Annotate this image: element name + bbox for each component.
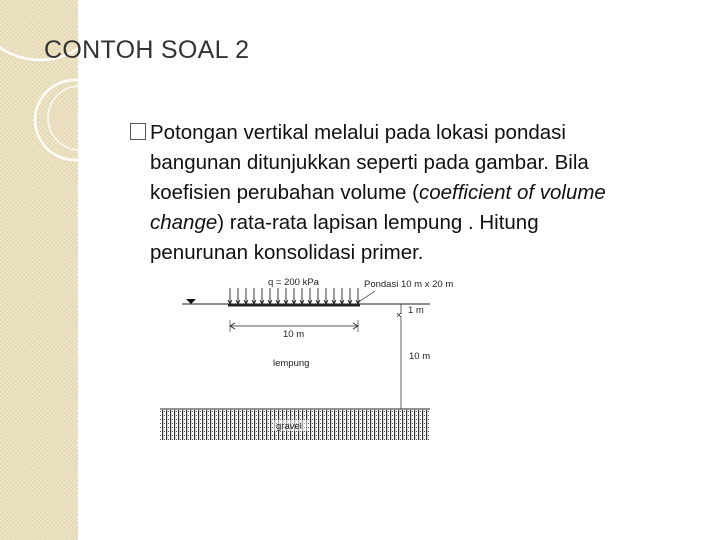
paragraph-line-3-italic: coefficient of volume xyxy=(418,181,606,204)
gravel-label: gravel xyxy=(276,421,302,432)
clay-label: lempung xyxy=(273,358,310,369)
decorative-circles xyxy=(0,0,110,160)
paragraph-line-3 xyxy=(150,178,700,208)
depth-marker: × xyxy=(396,310,402,321)
foundation-footing xyxy=(228,304,360,307)
paragraph-line-3-text: koefisien perubahan volume ( xyxy=(150,181,419,204)
square-bullet-icon xyxy=(130,123,146,140)
slide-title: CONTOH SOAL 2 xyxy=(44,36,250,64)
soil-profile-diagram xyxy=(150,270,454,445)
foundation-label: Pondasi 10 m x 20 m xyxy=(364,279,454,290)
paragraph-line-4-text: ) rata-rata lapisan lempung . Hitung xyxy=(217,211,539,234)
water-table-icon xyxy=(186,299,196,304)
width-label: 10 m xyxy=(283,329,305,340)
paragraph-line-4-italic: change xyxy=(150,211,218,234)
load-arrows xyxy=(228,288,360,304)
problem-statement xyxy=(130,118,700,268)
problem-paragraph xyxy=(150,118,700,268)
depth-label: 1 m xyxy=(408,305,424,316)
paragraph-line-1: Potongan vertikal melalui pada lokasi pondasi xyxy=(150,121,566,144)
paragraph-line-4 xyxy=(150,208,700,238)
paragraph-line-2: bangunan ditunjukkan seperti pada gambar. Bila xyxy=(150,151,589,174)
load-label: q = 200 kPa xyxy=(268,277,319,288)
thickness-label: 10 m xyxy=(409,351,431,362)
paragraph-line-5: penurunan konsolidasi primer. xyxy=(150,241,424,264)
